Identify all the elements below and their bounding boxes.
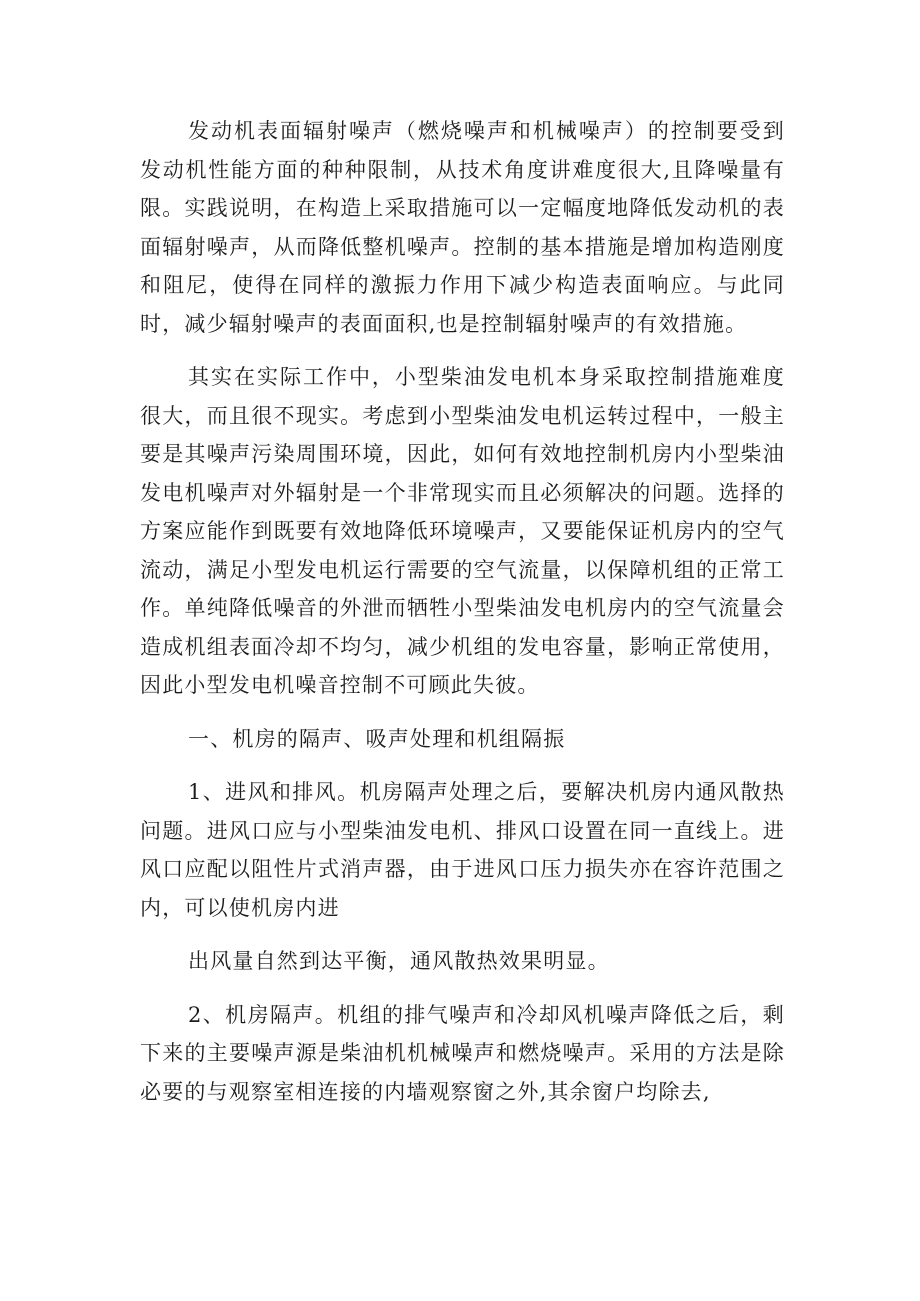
document-body — [140, 112, 785, 1126]
paragraph-ventilation: 1、进风和排风。机房隔声处理之后，要解决机房内通风散热问题。进风口应与小型柴油发电机、排风口设置在同一直线上。进风口应配以阻性片式消声器，由于进风口压力损失亦在容许范围之内，可以使机房内进 — [140, 780, 785, 920]
paragraph-ventilation-continued: 出风量自然到达平衡，通风散热效果明显。 — [188, 949, 610, 973]
paragraph-practical-control: 其实在实际工作中，小型柴油发电机本身采取控制措施难度很大，而且很不现实。考虑到小型柴油发电机运转过程中，一般主要是其噪声污染周围环境，因此，如何有效地控制机房内小型柴油发电机噪声对外辐射是一个非常现实而且必须解决的问题。选择的方案应能作到既要有效地降低环境噪声，又要能保证机房内的空气流动，满足小型发电机运行需要的空气流量，以保障机组的正常工作。单纯降低噪音的外泄而牺牲小型柴油发电机房内的空气流量会造成机组表面冷却不均匀，减少机组的发电容量，影响正常使用，因此小型发电机噪音控制不可顾此失彼。 — [140, 365, 785, 697]
paragraph-room-soundproofing: 2、机房隔声。机组的排气噪声和冷却风机噪声降低之后，剩下来的主要噪声源是柴油机机械噪声和燃烧噪声。采用的方法是除必要的与观察室相连接的内墙观察窗之外,其余窗户均除去, — [140, 1002, 785, 1104]
section-heading-soundproofing: 一、机房的隔声、吸声处理和机组隔振 — [188, 726, 566, 751]
paragraph-surface-noise: 发动机表面辐射噪声（燃烧噪声和机械噪声）的控制要受到发动机性能方面的种种限制，从技术角度讲难度很大,且降噪量有限。实践说明，在构造上采取措施可以一定幅度地降低发动机的表面辐射噪声，从而降低整机噪声。控制的基本措施是增加构造刚度和阻尼，使得在同样的激振力作用下减少构造表面响应。与此同时，减少辐射噪声的表面面积,也是控制辐射噪声的有效措施。 — [140, 119, 785, 336]
